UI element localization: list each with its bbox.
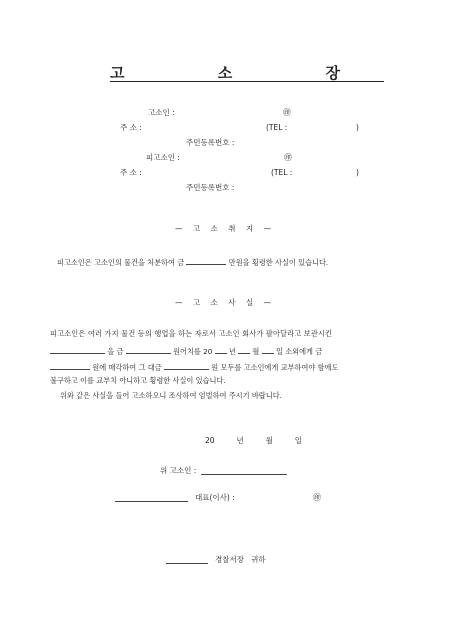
accused-address-label: 주 소 : <box>120 168 142 177</box>
facts-line-2-b: 원어치를 20 <box>173 347 213 356</box>
signer-label: 위 고소인 : <box>160 466 197 475</box>
accused-id-label: 주민등록번호 : <box>186 183 235 192</box>
closing-suffix: 경찰서장 귀하 <box>215 555 266 564</box>
representative-seal-mark: ㊞ <box>313 493 321 502</box>
police-station-blank <box>166 563 208 564</box>
facts-line-3-a: 원에 매각하여 그 대금 <box>92 363 162 372</box>
complainant-name-label: 고소인 : <box>148 108 175 117</box>
facts-item-blank <box>50 345 105 354</box>
complainant-seal-mark: ㊞ <box>283 108 291 117</box>
facts-line-2-d: 월 <box>252 347 260 356</box>
accused-tel-close: ) <box>356 168 359 177</box>
facts-line-2 <box>50 345 322 357</box>
facts-day-blank <box>262 345 274 354</box>
accused-seal-mark: ㊞ <box>284 153 292 162</box>
representative-label: 대표(이사) : <box>195 493 235 502</box>
document-title: 고 소 장 <box>110 64 384 82</box>
facts-line-2-c: 년 <box>228 347 236 356</box>
facts-heading: — 고 소 사 실 — <box>175 298 275 307</box>
complainant-id-label: 주민등록번호 : <box>186 138 235 147</box>
date-line: 20 년 월 일 <box>205 436 303 445</box>
purpose-text-before: 피고소인은 고소인의 물건을 처분하여 금 <box>57 258 185 267</box>
signer-name-blank <box>201 474 287 475</box>
purpose-text <box>57 256 328 268</box>
company-name-blank <box>115 501 188 502</box>
facts-value-blank <box>126 345 171 354</box>
facts-line-1: 피고소인은 여러 가지 물건 등의 행업을 하는 자로서 고소인 회사가 팔아달라고 보관시킨 <box>50 329 333 338</box>
facts-month-blank <box>238 345 250 354</box>
complainant-address-label: 주 소 : <box>120 123 142 132</box>
facts-line-2-a: 을 금 <box>107 347 124 356</box>
complainant-tel-close: ) <box>356 123 359 132</box>
facts-line-5: 위와 같은 사실을 들어 고소하오니 조사하여 엄벌하여 주시기 바랍니다. <box>60 391 282 400</box>
purpose-heading: — 고 소 취 지 — <box>175 224 275 233</box>
facts-line-2-e: 일 소외에게 금 <box>275 347 323 356</box>
facts-line-3 <box>50 361 338 373</box>
facts-proceeds-blank <box>164 361 209 370</box>
facts-year-blank <box>215 345 227 354</box>
purpose-text-after: 만원을 횡령한 사실이 있습니다. <box>228 258 329 267</box>
complainant-tel-label: (TEL : <box>266 123 288 132</box>
facts-line-4: 불구하고 이를 교부치 아니하고 횡령한 사실이 있습니다. <box>50 376 226 385</box>
accused-tel-label: (TEL : <box>271 168 293 177</box>
facts-sale-blank <box>50 361 90 370</box>
facts-line-3-b: 원 모두를 고소인에게 교부하여야 함에도 <box>211 363 339 372</box>
accused-name-label: 피고소인 : <box>146 153 180 162</box>
purpose-amount-blank <box>186 256 226 265</box>
